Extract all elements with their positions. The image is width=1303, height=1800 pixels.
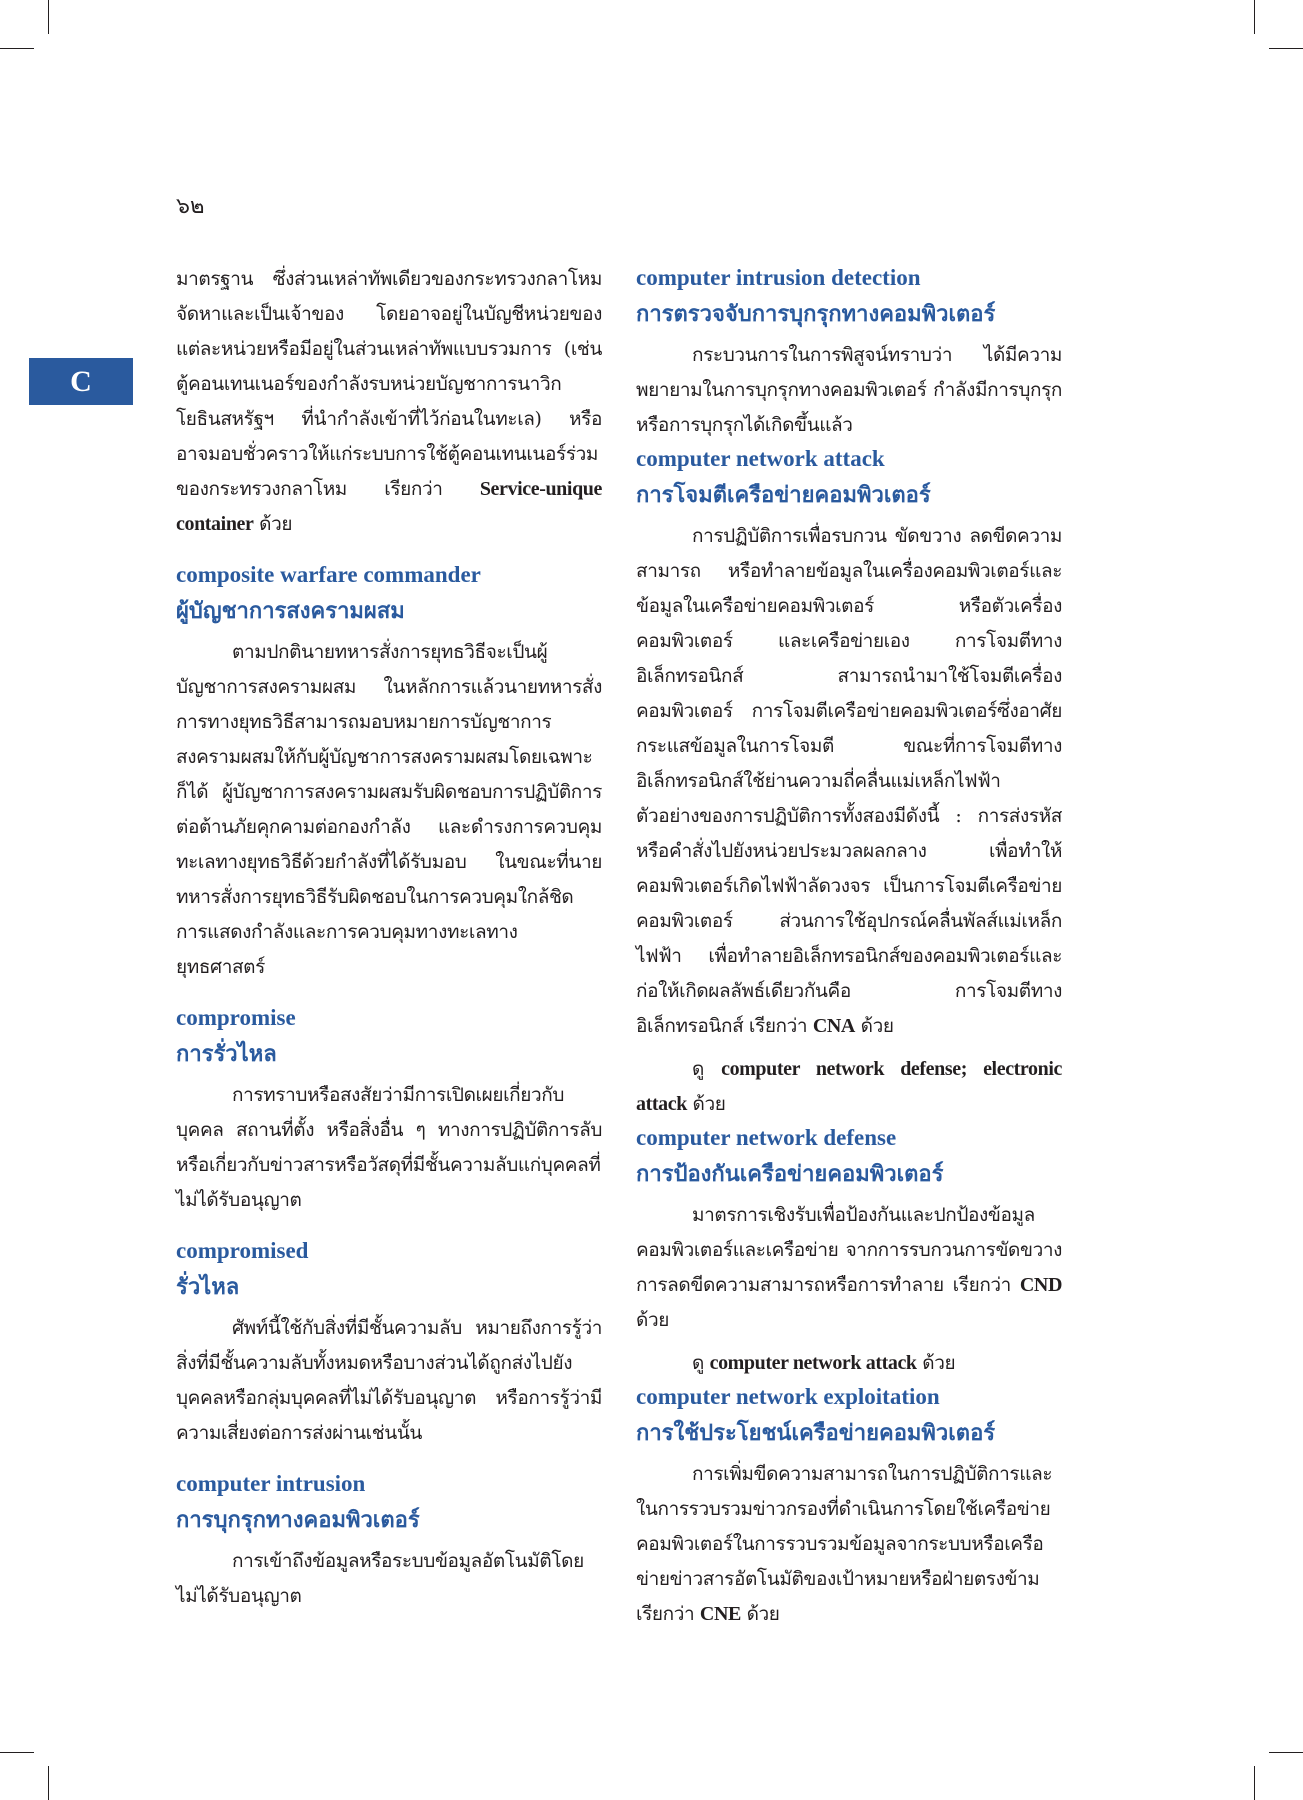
continued-definition: มาตรฐาน ซึ่งส่วนเหล่าทัพเดียวของกระทรวงกลาโหม จัดหาและเป็นเจ้าของ โดยอาจอยู่ในบัญชีหน่วยของแต่ละหน่วยหรือมีอยู่ในส่วนเหล่าทัพแบบรวมการ (เช่น ตู้คอนเทนเนอร์ของกำลังรบหน่วยบัญชาการนาวิกโยธินสหรัฐฯ ที่นำกำลังเข้าที่ไว้ก่อนในทะเล) หรืออาจมอบชั่วคราวให้แก่ระบบการใช้ตู้คอนเทนเนอร์ร่วมของกระทรวงกลาโหม เรียกว่า Service-unique container ด้วย <box>176 268 602 535</box>
definition: ศัพท์นี้ใช้กับสิ่งที่มีชั้นความลับ หมายถึงการรู้ว่าสิ่งที่มีชั้นความลับทั้งหมดหรือบางส่วนได้ถูกส่งไปยังบุคคลหรือกลุ่มบุคคลที่ไม่ได้รับอนุญาต หรือการรู้ว่ามีความเสี่ยงต่อการส่งผ่านเช่นนั้น <box>176 1317 602 1444</box>
term-english: compromise <box>176 1005 296 1030</box>
right-column <box>636 262 1062 1632</box>
see-also-terms: computer network defense; electronic attack <box>636 1058 1062 1115</box>
term-english: computer intrusion detection <box>636 265 921 290</box>
glossary-entry <box>636 1381 1062 1632</box>
crop-mark <box>1254 1766 1255 1800</box>
abbreviation: CNE <box>699 1603 741 1625</box>
term-thai: การป้องกันเครือข่ายคอมพิวเตอร์ <box>636 1162 944 1187</box>
term-thai: การบุกรุกทางคอมพิวเตอร์ <box>176 1508 420 1533</box>
abbreviation: CND <box>1019 1274 1063 1296</box>
crop-mark <box>48 1766 49 1800</box>
term-english: compromised <box>176 1238 309 1263</box>
term-english: computer network exploitation <box>636 1384 940 1409</box>
crop-mark <box>0 48 34 49</box>
term-thai: รั่วไหล <box>176 1275 240 1300</box>
glossary-entry <box>176 1002 602 1218</box>
crop-mark <box>48 0 49 34</box>
term-english: composite warfare commander <box>176 562 481 587</box>
left-column <box>176 262 602 1614</box>
crop-mark <box>1254 0 1255 34</box>
definition: การเพิ่มขีดความสามารถในการปฏิบัติการและในการรวบรวมข่าวกรองที่ดำเนินการโดยใช้เครือข่ายคอมพิวเตอร์ในการรวบรวมข้อมูลจากระบบหรือเครือข่ายข่าวสารอัตโนมัติของเป้าหมายหรือฝ่ายตรงข้าม เรียกว่า CNE ด้วย <box>636 1463 1053 1625</box>
crop-mark <box>1269 48 1303 49</box>
term-thai: ผู้บัญชาการสงครามผสม <box>176 599 405 624</box>
term-thai: การใช้ประโยชน์เครือข่ายคอมพิวเตอร์ <box>636 1421 996 1446</box>
see-also-terms: computer network attack <box>709 1352 917 1374</box>
bold-term: Service-unique container <box>176 478 602 535</box>
term-english: computer network attack <box>636 446 885 471</box>
glossary-entry <box>176 559 602 985</box>
abbreviation: CNA <box>812 1015 855 1037</box>
see-also: ดู computer network attack ด้วย <box>692 1352 956 1374</box>
term-thai: การตรวจจับการบุกรุกทางคอมพิวเตอร์ <box>636 302 996 327</box>
glossary-entry <box>176 1468 602 1614</box>
crop-mark <box>0 1752 34 1753</box>
page-number: ๖๒ <box>176 194 205 219</box>
definition: การปฏิบัติการเพื่อรบกวน ขัดขวาง ลดขีดความสามารถ หรือทำลายข้อมูลในเครื่องคอมพิวเตอร์และข้อมูลในเครือข่ายคอมพิวเตอร์ หรือตัวเครื่องคอมพิวเตอร์ และเครือข่ายเอง การโจมตีทางอิเล็กทรอนิกส์ สามารถนำมาใช้โจมตีเครื่องคอมพิวเตอร์ การโจมตีเครือข่ายคอมพิวเตอร์ซึ่งอาศัยกระแสข้อมูลในการโจมตี ขณะที่การโจมตีทางอิเล็กทรอนิกส์ใช้ย่านความถี่คลื่นแม่เหล็กไฟฟ้า ตัวอย่างของการปฏิบัติการทั้งสองมีดังนี้ : การส่งรหัสหรือคำสั่งไปยังหน่วยประมวลผลกลาง เพื่อทำให้คอมพิวเตอร์เกิดไฟฟ้าลัดวงจร เป็นการโจมตีเครือข่ายคอมพิวเตอร์ ส่วนการใช้อุปกรณ์คลื่นพัลส์แม่เหล็กไฟฟ้า เพื่อทำลายอิเล็กทรอนิกส์ของคอมพิวเตอร์และก่อให้เกิดผลลัพธ์เดียวกันคือ การโจมตีทางอิเล็กทรอนิกส์ เรียกว่า CNA ด้วย <box>636 525 1062 1037</box>
definition: กระบวนการในการพิสูจน์ทราบว่า ได้มีความพยายามในการบุกรุกทางคอมพิวเตอร์ กำลังมีการบุกรุก หรือการบุกรุกได้เกิดขึ้นแล้ว <box>636 344 1062 436</box>
glossary-entry <box>176 1235 602 1451</box>
term-english: computer intrusion <box>176 1471 366 1496</box>
glossary-entry <box>636 443 1062 1122</box>
glossary-entry <box>636 1122 1062 1381</box>
term-thai: การรั่วไหล <box>176 1042 277 1067</box>
crop-mark <box>1269 1752 1303 1753</box>
see-also: ดู computer network defense; electronic attack ด้วย <box>636 1058 1062 1115</box>
glossary-entry <box>636 262 1062 443</box>
definition: การเข้าถึงข้อมูลหรือระบบข้อมูลอัตโนมัติโดยไม่ได้รับอนุญาต <box>176 1550 584 1607</box>
term-english: computer network defense <box>636 1125 897 1150</box>
definition: มาตรการเชิงรับเพื่อป้องกันและปกป้องข้อมูลคอมพิวเตอร์และเครือข่าย จากการรบกวนการขัดขวาง การลดขีดความสามารถหรือการทำลาย เรียกว่า CND ด้วย <box>636 1204 1063 1331</box>
section-tab: C <box>29 358 133 405</box>
definition: การทราบหรือสงสัยว่ามีการเปิดเผยเกี่ยวกับบุคคล สถานที่ตั้ง หรือสิ่งอื่น ๆ ทางการปฏิบัติการลับหรือเกี่ยวกับข่าวสารหรือวัสดุที่มีชั้นความลับแก่บุคคลที่ไม่ได้รับอนุญาต <box>176 1084 602 1211</box>
term-thai: การโจมตีเครือข่ายคอมพิวเตอร์ <box>636 483 931 508</box>
definition: ตามปกตินายทหารสั่งการยุทธวิธีจะเป็นผู้บัญชาการสงครามผสม ในหลักการแล้วนายทหารสั่งการทางยุทธวิธีสามารถมอบหมายการบัญชาการสงครามผสมให้กับผู้บัญชาการสงครามผสมโดยเฉพาะก็ได้ ผู้บัญชาการสงครามผสมรับผิดชอบการปฏิบัติการต่อต้านภัยคุกคามต่อกองกำลัง และดำรงการควบคุมทะเลทางยุทธวิธีด้วยกำลังที่ได้รับมอบ ในขณะที่นายทหารสั่งการยุทธวิธีรับผิดชอบในการควบคุมใกล้ชิด การแสดงกำลังและการควบคุมทางทะเลทางยุทธศาสตร์ <box>176 641 602 978</box>
